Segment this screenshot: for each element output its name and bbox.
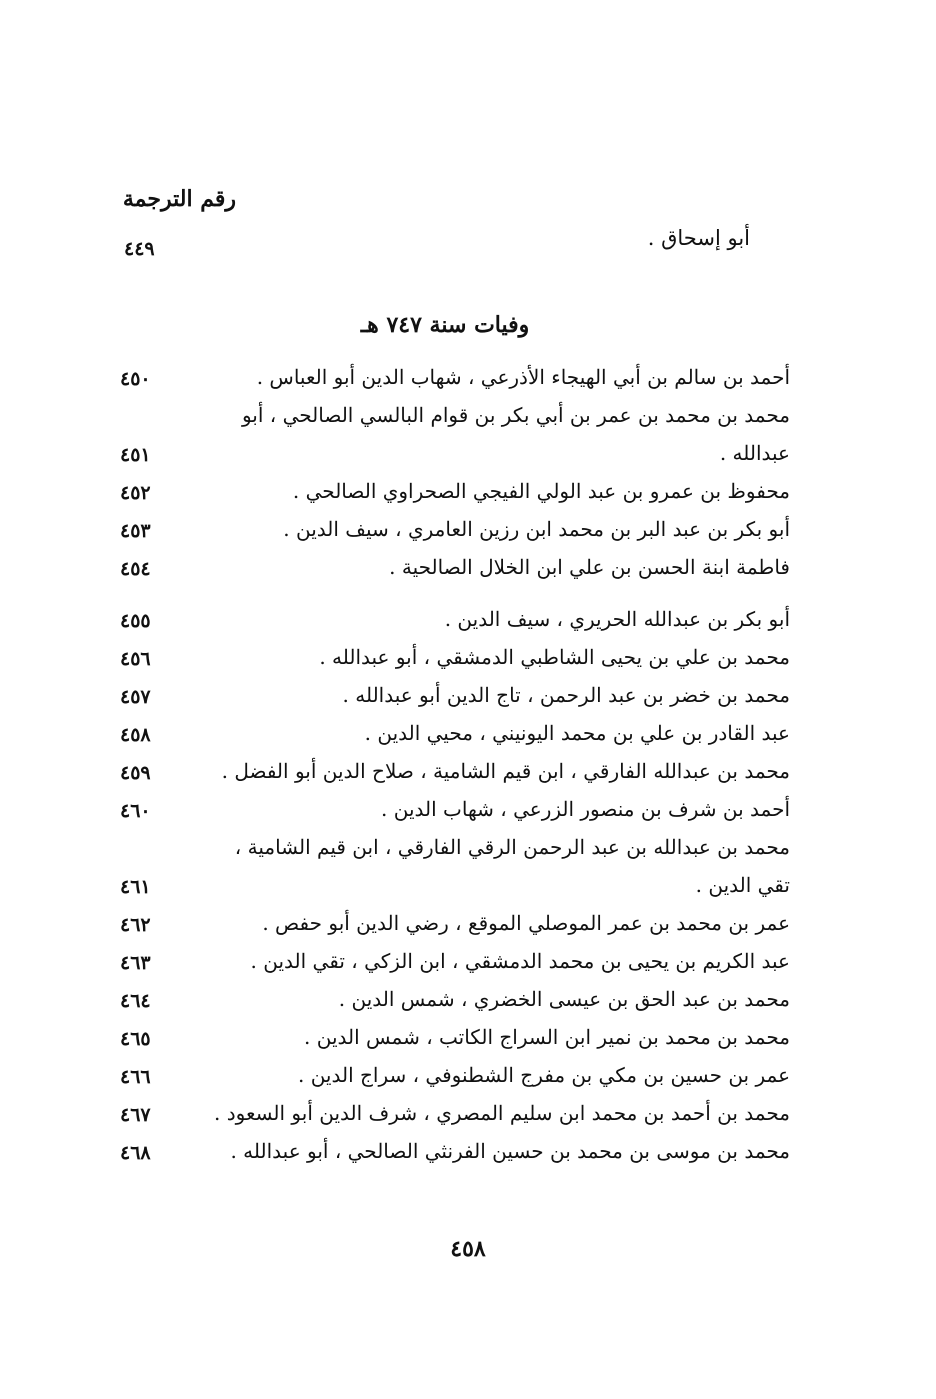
entry-text: محمد بن علي بن يحيى الشاطبي الدمشقي ، أبو عبدالله . [319, 645, 790, 669]
entry-text: عبد القادر بن علي بن محمد اليونيني ، محيي الدين . [364, 721, 790, 745]
intro-entry-text: أبو إسحاق . [647, 226, 750, 250]
entry-number: ٤٦٣ [120, 952, 151, 974]
entry-number: ٤٦٧ [120, 1104, 151, 1126]
entry-number: ٤٦٤ [120, 990, 151, 1012]
list-item [110, 904, 790, 942]
list-item [110, 752, 790, 790]
list-item [110, 1094, 790, 1132]
section-title: وفيات سنة ٧٤٧ هـ [360, 312, 530, 338]
entry-text: عبد الكريم بن يحيى بن محمد الدمشقي ، ابن الزكي ، تقي الدين . [250, 949, 790, 973]
list-item [110, 1056, 790, 1094]
entry-text: محمد بن محمد بن عمر بن أبي بكر بن قوام البالسي الصالحي ، أبو عبدالله . [241, 403, 790, 465]
entries-list [110, 358, 790, 1170]
entry-text: محمد بن خضر بن عبد الرحمن ، تاج الدين أبو عبدالله . [342, 683, 790, 707]
entry-text: عمر بن محمد بن عمر الموصلي الموقع ، رضي الدين أبو حفص . [262, 911, 790, 935]
entry-text: محمد بن موسى بن محمد بن حسين الفرنثي الصالحي ، أبو عبدالله . [230, 1139, 790, 1163]
intro-entry [110, 226, 750, 260]
list-item [110, 1018, 790, 1056]
entry-text: محفوظ بن عمرو بن عبد الولي الفيجي الصحراوي الصالحي . [292, 479, 790, 503]
entry-number: ٤٦٠ [120, 800, 151, 822]
entry-number: ٤٥٠ [120, 368, 151, 390]
entry-text: محمد بن عبدالله الفارقي ، ابن قيم الشامية ، صلاح الدين أبو الفضل . [221, 759, 790, 783]
entry-number: ٤٥١ [120, 444, 151, 466]
list-item [110, 828, 790, 904]
entry-text: محمد بن عبد الحق بن عيسى الخضري ، شمس الدين . [338, 987, 790, 1011]
entry-text: أحمد بن شرف بن منصور الزرعي ، شهاب الدين . [381, 797, 790, 821]
entry-text: محمد بن أحمد بن محمد ابن سليم المصري ، شرف الدين أبو السعود . [213, 1101, 790, 1125]
list-item [110, 638, 790, 676]
entry-text: محمد بن عبدالله بن عبد الرحمن الرقي الفارقي ، ابن قيم الشامية ، تقي الدين . [234, 835, 790, 897]
entry-number: ٤٦٥ [120, 1028, 151, 1050]
entry-number: ٤٦١ [120, 876, 151, 898]
list-item [110, 510, 790, 548]
column-header-label: رقم الترجمة [122, 186, 236, 212]
entry-number: ٤٥٥ [120, 610, 151, 632]
list-item [110, 358, 790, 396]
list-item [110, 396, 790, 472]
entry-text: أبو بكر بن عبدالله الحريري ، سيف الدين . [444, 607, 790, 631]
entry-text: أبو بكر بن عبد البر بن محمد ابن رزين العامري ، سيف الدين . [283, 517, 790, 541]
entry-text: أحمد بن سالم بن أبي الهيجاء الأذرعي ، شهاب الدين أبو العباس . [256, 365, 790, 389]
list-item [110, 472, 790, 510]
entry-number: ٤٦٦ [120, 1066, 151, 1088]
entry-gap [110, 586, 790, 600]
page-number: ٤٥٨ [450, 1236, 486, 1262]
list-item [110, 600, 790, 638]
entry-number: ٤٥٣ [120, 520, 151, 542]
entry-number: ٤٥٩ [120, 762, 151, 784]
entry-text: فاطمة ابنة الحسن بن علي ابن الخلال الصالحية . [389, 555, 790, 579]
list-item [110, 676, 790, 714]
list-item [110, 714, 790, 752]
entry-text: عمر بن حسين بن مكي بن مفرج الشطنوفي ، سراج الدين . [297, 1063, 790, 1087]
list-item [110, 548, 790, 586]
list-item [110, 1132, 790, 1170]
entry-number: ٤٥٧ [120, 686, 151, 708]
list-item [110, 980, 790, 1018]
entry-number: ٤٦٨ [120, 1142, 151, 1164]
list-item [110, 790, 790, 828]
entry-number: ٤٥٤ [120, 558, 151, 580]
entry-text: محمد بن محمد بن نمير ابن السراج الكاتب ، شمس الدين . [304, 1025, 790, 1049]
intro-entry-number: ٤٤٩ [124, 238, 155, 260]
entry-number: ٤٥٨ [120, 724, 151, 746]
entry-number: ٤٦٢ [120, 914, 151, 936]
entry-number: ٤٥٢ [120, 482, 151, 504]
list-item [110, 942, 790, 980]
entry-number: ٤٥٦ [120, 648, 151, 670]
